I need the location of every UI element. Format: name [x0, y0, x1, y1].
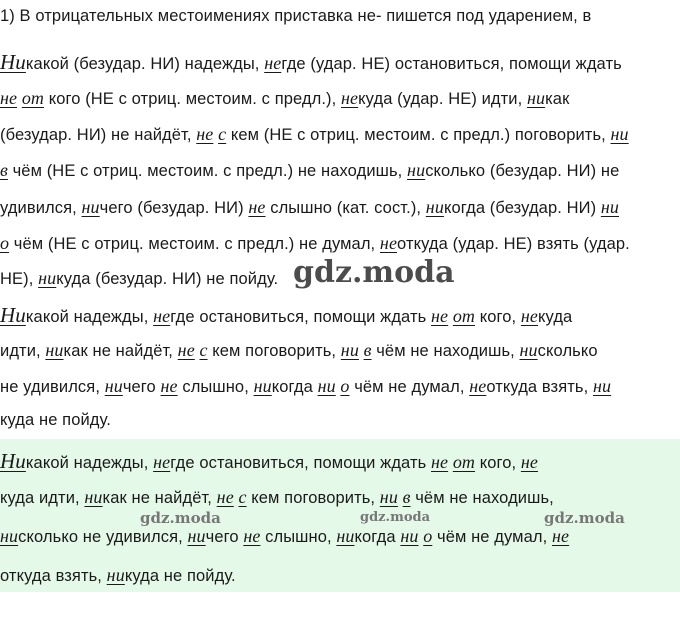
text-line — [0, 487, 554, 508]
particle-underlined: не — [431, 306, 449, 326]
text-line — [0, 411, 111, 430]
text-segment: когда (безудар. НИ) — [443, 199, 601, 217]
text-line — [0, 197, 619, 218]
prefix-underlined: ни — [81, 197, 100, 217]
text-segment: куда не пойду. — [0, 411, 111, 429]
text-segment: чего — [205, 528, 244, 546]
text-line — [0, 449, 538, 474]
text-line — [0, 160, 619, 181]
prefix-underlined: не — [264, 53, 282, 73]
text-segment: какой (безудар. НИ) надежды, — [25, 55, 265, 73]
particle-underlined: ни — [610, 124, 629, 144]
prefix-underlined: Ни — [0, 449, 26, 473]
text-line — [0, 88, 569, 109]
text-line — [0, 268, 278, 289]
text-segment: сколько (безудар. НИ) не — [425, 162, 620, 180]
prefix-underlined: не — [520, 452, 539, 472]
preposition-underlined: с — [218, 124, 227, 144]
preposition-underlined: в — [363, 340, 372, 360]
text-line — [0, 124, 629, 145]
text-segment: как — [545, 90, 570, 108]
watermark-logo: gdz.moda — [140, 509, 221, 527]
preposition-underlined: о — [0, 233, 10, 253]
text-segment: где остановиться, помощи ждать — [170, 308, 431, 326]
prefix-underlined: не — [379, 233, 398, 253]
text-segment: чего — [122, 378, 161, 396]
particle-underlined: ни — [340, 340, 359, 360]
preposition-underlined: с — [238, 487, 247, 507]
text-segment: откуда взять, — [0, 567, 107, 585]
prefix-underlined: ни — [104, 376, 123, 396]
text-segment: сколько не удивился, — [18, 528, 188, 546]
text-segment: когда — [354, 528, 401, 546]
preposition-underlined: в — [402, 487, 411, 507]
text-segment: куда идти, — [0, 489, 85, 507]
prefix-underlined: ни — [526, 88, 546, 108]
text-segment: чём (НЕ с отриц. местоим. с предл.) не думал, — [9, 235, 380, 253]
text-segment: идти, — [0, 342, 46, 360]
particle-underlined: не — [248, 197, 266, 217]
text-segment: (безудар. НИ) не найдёт, — [0, 126, 197, 144]
particle-underlined: не — [216, 487, 234, 507]
text-segment: кем поговорить, — [207, 342, 341, 360]
text-segment: сколько — [537, 342, 598, 360]
text-line — [0, 233, 630, 254]
text-segment: где остановиться, помощи ждать — [170, 454, 431, 472]
prefix-underlined: не — [520, 306, 539, 326]
text-segment: чём не думал, — [432, 528, 552, 546]
preposition-underlined: в — [0, 160, 8, 180]
particle-underlined: не — [0, 88, 18, 108]
particle-underlined: не — [431, 452, 449, 472]
text-segment: куда — [538, 308, 573, 326]
text-segment: какой надежды, — [25, 308, 154, 326]
text-segment: слышно, — [177, 378, 254, 396]
text-segment: когда — [271, 378, 318, 396]
text-segment: где (удар. НЕ) остановиться, помощи ждать — [281, 55, 622, 73]
text-line — [0, 303, 572, 328]
preposition-underlined: от — [452, 306, 476, 326]
text-segment: куда (удар. НЕ) идти, — [358, 90, 527, 108]
text-segment: не удивился, — [0, 378, 105, 396]
particle-underlined: ни — [379, 487, 398, 507]
text-segment: слышно (кат. сост.), — [265, 199, 426, 217]
text-segment: какой надежды, — [25, 454, 154, 472]
prefix-underlined: ни — [592, 376, 612, 396]
prefix-underlined: ни — [84, 487, 103, 507]
prefix-underlined: ни — [187, 526, 206, 546]
text-line — [0, 526, 569, 547]
text-segment: откуда (удар. НЕ) взять (удар. — [397, 235, 630, 253]
particle-underlined: не — [243, 526, 261, 546]
prefix-underlined: ни — [407, 160, 426, 180]
prefix-underlined: ни — [45, 340, 64, 360]
watermark-logo: gdz.moda — [293, 255, 455, 290]
text-segment: кого, — [475, 308, 521, 326]
text-segment: кем (НЕ с отриц. местоим. с предл.) поговорить, — [226, 126, 611, 144]
text-segment: чего (безудар. НИ) — [99, 199, 249, 217]
prefix-underlined: не — [153, 306, 171, 326]
prefix-underlined: ни — [336, 526, 355, 546]
text-segment: 1) В отрицательных местоимениях приставка не- пишется под ударением, в — [0, 7, 592, 25]
prefix-underlined: не — [551, 526, 570, 546]
text-line — [0, 565, 236, 586]
text-segment: кого, — [475, 454, 521, 472]
text-segment: как не найдёт, — [102, 489, 217, 507]
prefix-underlined: не — [469, 376, 487, 396]
text-segment: как не найдёт, — [63, 342, 178, 360]
prefix-underlined: ни — [106, 565, 125, 585]
prefix-underlined: ни — [519, 340, 538, 360]
text-line — [0, 50, 622, 75]
text-segment: куда (безудар. НИ) не пойду. — [56, 270, 279, 288]
preposition-underlined: о — [423, 526, 433, 546]
prefix-underlined: Ни — [0, 50, 26, 74]
prefix-underlined: не — [341, 88, 359, 108]
text-segment: куда не пойду. — [124, 567, 236, 585]
preposition-underlined: от — [21, 88, 45, 108]
prefix-underlined: Ни — [0, 303, 26, 327]
particle-underlined: ни — [600, 197, 619, 217]
particle-underlined: не — [177, 340, 195, 360]
prefix-underlined: ни — [425, 197, 444, 217]
prefix-underlined: не — [153, 452, 171, 472]
text-segment: слышно, — [260, 528, 337, 546]
watermark-logo: gdz.moda — [544, 509, 625, 527]
particle-underlined: ни — [400, 526, 419, 546]
particle-underlined: не — [196, 124, 214, 144]
text-segment: чём не находишь, — [371, 342, 520, 360]
text-segment: чём (НЕ с отриц. местоим. с предл.) не находишь, — [7, 162, 408, 180]
prefix-underlined: ни — [38, 268, 57, 288]
text-line — [0, 7, 591, 26]
text-line — [0, 340, 598, 361]
text-segment: кем поговорить, — [246, 489, 380, 507]
text-segment: чём не находишь, — [410, 489, 554, 507]
preposition-underlined: о — [340, 376, 350, 396]
preposition-underlined: с — [199, 340, 208, 360]
prefix-underlined: ни — [0, 526, 19, 546]
particle-underlined: не — [160, 376, 178, 396]
text-segment: откуда взять, — [486, 378, 593, 396]
text-segment: чём не думал, — [349, 378, 470, 396]
watermark-logo: gdz.moda — [360, 510, 431, 525]
text-segment: удивился, — [0, 199, 82, 217]
text-segment: кого (НЕ с отриц. местоим. с предл.), — [44, 90, 342, 108]
text-segment: НЕ), — [0, 270, 39, 288]
preposition-underlined: от — [452, 452, 476, 472]
prefix-underlined: ни — [253, 376, 272, 396]
text-line — [0, 376, 611, 397]
particle-underlined: ни — [317, 376, 336, 396]
